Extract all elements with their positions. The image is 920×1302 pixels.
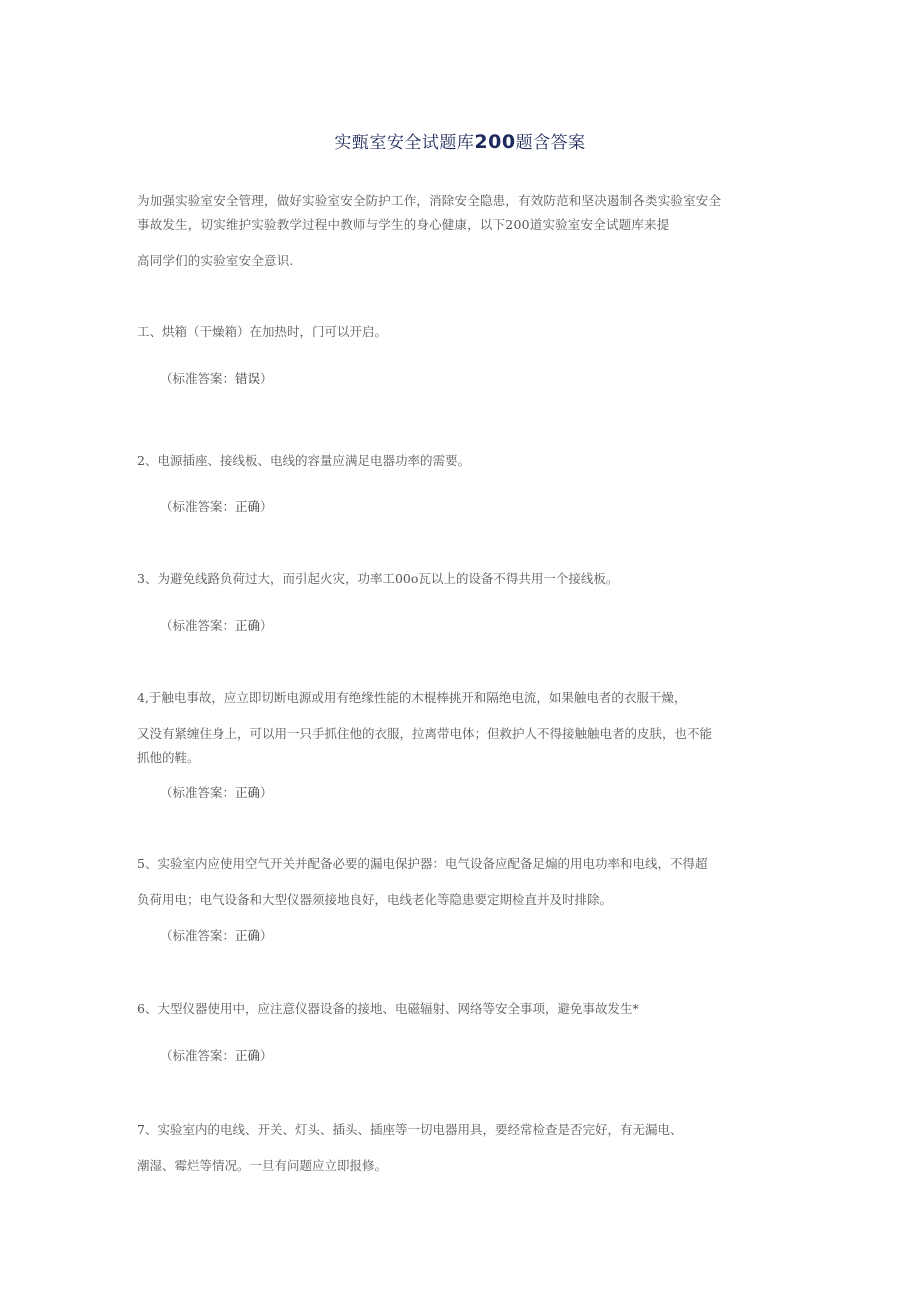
question-3-line-1: 3、为避免线路负荷过大，而引起火灾，功率工00o瓦以上的设备不得共用一个接线板。	[137, 571, 619, 586]
question-7-line-1: 7、实验室内的电线、开关、灯头、插头、插座等一切电器用具，要经常检查是否完好，有无漏电、	[137, 1122, 683, 1137]
answer-value: 正确	[235, 1048, 261, 1063]
answer-label: （标准答案：	[160, 1048, 236, 1063]
question-4-line-1: 4,于触电事故，应立即切断电源或用有绝缘性能的木棍棒挑开和隔绝电流，如果触电者的衣服干燥，	[137, 690, 687, 705]
answer-value: 正确	[235, 928, 261, 943]
answer-close: ）	[260, 371, 273, 386]
answer-label: （标准答案：	[160, 618, 236, 633]
answer-close: ）	[260, 618, 273, 633]
question-5-line-1: 5、实验室内应使用空气开关并配备必要的漏电保护器：电气设备应配备足煽的用电功率和电线，不得超	[137, 856, 708, 871]
question-1-answer	[160, 369, 810, 389]
page-title	[0, 128, 920, 153]
question-6-line-1: 6、大型仪器使用中，应注意仪器设备的接地、电磁辐射、网络等安全事项，避免事故发生*	[137, 1001, 639, 1016]
question-4-line-2: 又没有紧缠住身上，可以用一只手抓住他的衣服，拉离带电体；但救护人不得接触触电者的皮肤，也不能	[137, 726, 713, 741]
question-4-answer	[160, 783, 810, 803]
question-1-line-1: 工、烘箱（干燥箱）在加热时，门可以开启。	[137, 324, 388, 339]
answer-value: 正确	[235, 785, 261, 800]
answer-label: （标准答案：	[160, 499, 236, 514]
question-6-answer	[160, 1046, 810, 1066]
answer-close: ）	[260, 1048, 273, 1063]
title-prefix: 实甄室安全试题库	[334, 133, 475, 153]
question-2-line-1: 2、电源插座、接线板、电线的容量应满足电器功率的需要。	[137, 453, 470, 468]
question-2-answer	[160, 497, 810, 517]
answer-close: ）	[260, 785, 273, 800]
answer-close: ）	[260, 499, 273, 514]
answer-close: ）	[260, 928, 273, 943]
title-number: 200	[474, 131, 516, 153]
answer-label: （标准答案：	[160, 785, 236, 800]
answer-value: 错误	[235, 371, 261, 386]
intro-line-1: 为加强实验室安全管理，做好实验室安全防护工作，消除安全隐患，有效防范和坚决遏制各类实验室安全	[137, 193, 722, 208]
question-7-line-2: 潮湿、霉烂等情况。一旦有问题应立即报修。	[137, 1158, 388, 1173]
question-5-answer	[160, 926, 810, 946]
answer-label: （标准答案：	[160, 928, 236, 943]
answer-label: （标准答案：	[160, 371, 236, 386]
intro-line-3: 高同学们的实验室安全意识.	[137, 253, 294, 268]
question-5-line-2: 负荷用电；电气设备和大型仪器须接地良好，电线老化等隐患要定期检直并及时排除。	[137, 892, 613, 907]
answer-value: 正确	[235, 618, 261, 633]
intro-line-2: 事故发生，切实维护实验教学过程中教师与学生的身心健康，以下200道实验室安全试题库来提	[137, 217, 670, 232]
answer-value: 正确	[235, 499, 261, 514]
question-4-line-3: 抓他的鞋。	[137, 750, 200, 765]
title-suffix: 题含答案	[515, 133, 586, 153]
question-3-answer	[160, 616, 810, 636]
